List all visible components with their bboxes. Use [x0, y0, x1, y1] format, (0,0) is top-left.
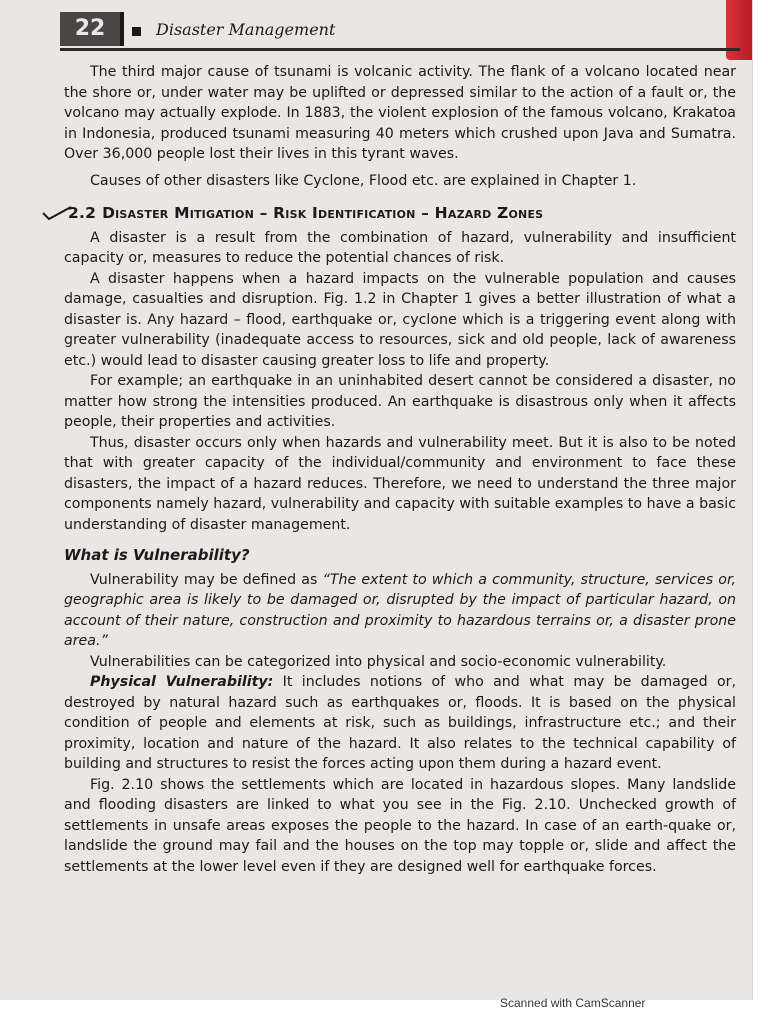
paragraph-thus: Thus, disaster occurs only when hazards and vulnerability meet. But it is also to be noted that with greater capacity of the individual/community and environment to face these disasters, the impact of a hazard reduces. Therefore, we need to understand the three major components namely hazard, vulnerability and capacity with suitable examples to have a basic understanding of disaster management.	[64, 434, 736, 533]
paragraph-physical-vulnerability	[64, 672, 736, 775]
paragraph-disaster-definition: A disaster is a result from the combination of hazard, vulnerability and insufficient capacity or, measures to reduce the potential chances of risk.	[64, 229, 736, 266]
paragraph-example: For example; an earthquake in an uninhabited desert cannot be considered a disaster, no matter how strong the intensities produced. An earthquake is disastrous only when it affects people, their properties and activities.	[64, 373, 736, 430]
scanner-watermark: Scanned with CamScanner	[500, 996, 646, 1010]
definition-quote: “The extent to which a community, structure, services or, geographic area is likely to be damaged or, disrupted by the impact of particular hazard, on account of their nature, construction and proximity to hazardous terrains or, a disaster prone area.”	[64, 571, 736, 649]
section-number: 2.2	[68, 204, 97, 222]
header-bullet-icon	[132, 27, 141, 36]
physical-vulnerability-label: Physical Vulnerability:	[90, 674, 274, 690]
section-title: Disaster Mitigation – Risk Identification – Hazard Zones	[102, 204, 544, 222]
paragraph-vulnerability-definition	[64, 570, 736, 652]
paragraph-categories: Vulnerabilities can be categorized into physical and socio-economic vulnerability.	[90, 653, 667, 670]
definition-lead: Vulnerability may be defined as	[90, 571, 323, 588]
running-title: Disaster Management	[156, 20, 336, 39]
paragraph-disaster-happens: A disaster happens when a hazard impacts on the vulnerable population and causes damage, casualties and disruption. Fig. 1.2 in Chapter 1 gives a better illustration of what a disaster is. Any hazard – flood, earthquake or, cyclone which is a triggering event along with greater vulnerability (inadequate access to resources, sick and old people, lack of awareness etc.) would lead to disaster causing greater loss to life and property.	[64, 270, 736, 369]
handwritten-check-icon	[42, 205, 72, 221]
physical-vulnerability-text: It includes notions of who and what may be damaged or, destroyed by natural hazard such as earthquakes or, floods. It is based on the physical condition of people and elements at risk, such as buildings, infrastructure etc.; and their proximity, location and nature of the hazard. It also relates to the technical capability of building and structures to resist the forces acting upon them during a hazard event.	[64, 674, 736, 772]
page-header	[60, 8, 740, 48]
paragraph-other-causes: Causes of other disasters like Cyclone, Flood etc. are explained in Chapter 1.	[90, 172, 637, 189]
page-body	[64, 62, 736, 877]
header-rule	[60, 48, 740, 51]
page-number: 22	[60, 12, 124, 46]
section-heading	[64, 203, 736, 224]
subheading-vulnerability: What is Vulnerability?	[64, 546, 250, 564]
paragraph-fig-2-10: Fig. 2.10 shows the settlements which are located in hazardous slopes. Many landslide and flooding disasters are linked to what you see in the Fig. 2.10. Unchecked growth of settlements in unsafe areas exposes the people to the hazard. In case of an earth-quake or, landslide the ground may fail and the houses on the top may topple or, slide and affect the settlements at the lower level even if they are designed well for earthquake forces.	[64, 776, 736, 875]
paragraph-tsunami-volcanic: The third major cause of tsunami is volcanic activity. The flank of a volcano located near the shore or, under water may be uplifted or depressed similar to the action of a fault or, the volcano may actually explode. In 1883, the violent explosion of the famous volcano, Krakatoa in Indonesia, produced tsunami measuring 40 meters which crushed upon Java and Sumatra. Over 36,000 people lost their lives in this tyrant waves.	[64, 64, 736, 162]
